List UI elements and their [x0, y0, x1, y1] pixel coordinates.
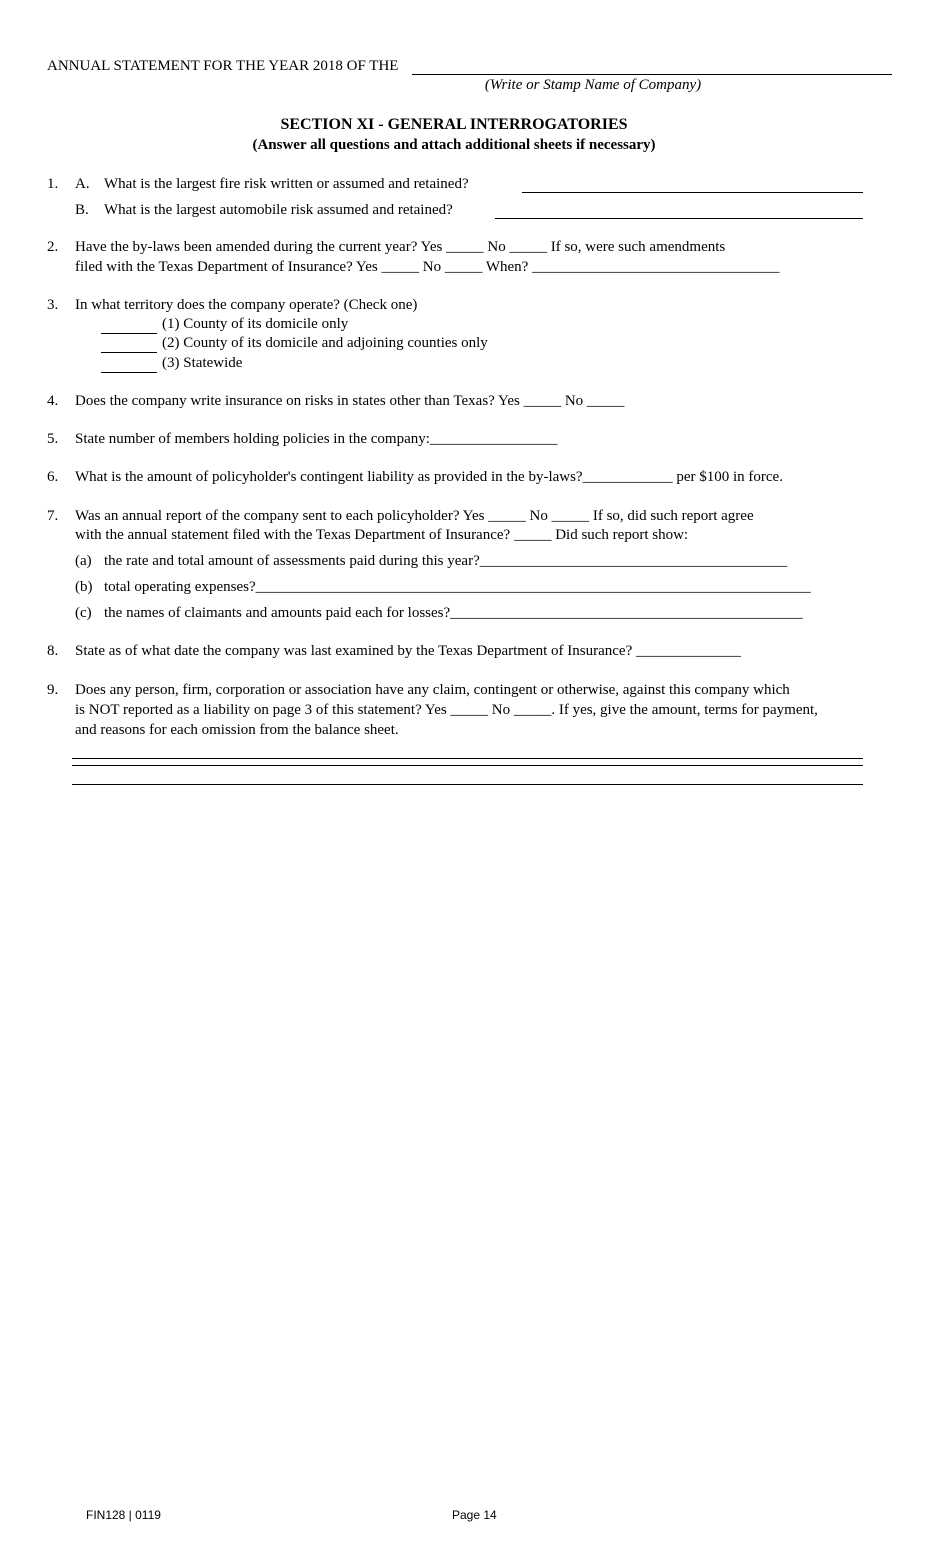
q5-text: State number of members holding policies in the company:_________________	[75, 431, 558, 447]
q7c-text: the names of claimants and amounts paid each for losses?_______________________________________________	[104, 605, 803, 621]
q6-text: What is the amount of policyholder's contingent liability as provided in the by-laws?____________ per $100 in force.	[75, 469, 783, 485]
q3-option3: (3) Statewide	[162, 355, 243, 371]
q7-number: 7.	[47, 508, 59, 524]
q2-number: 2.	[47, 239, 59, 255]
q7a-label: (a)	[75, 553, 92, 569]
q1a-label: A.	[75, 176, 90, 192]
q2-line2: filed with the Texas Department of Insurance? Yes _____ No _____ When? _________________________________	[75, 259, 780, 275]
q1b-text: What is the largest automobile risk assumed and retained?	[104, 202, 453, 218]
q2-line1: Have the by-laws been amended during the current year? Yes _____ No _____ If so, were such amendments	[75, 239, 726, 255]
q3-option1-checkline[interactable]	[101, 333, 157, 334]
section-subtitle: (Answer all questions and attach additional sheets if necessary)	[252, 137, 656, 153]
q5-number: 5.	[47, 431, 59, 447]
q9-answer-line-1[interactable]	[72, 758, 863, 759]
q3-option1: (1) County of its domicile only	[162, 316, 349, 332]
statement-title: ANNUAL STATEMENT FOR THE YEAR 2018 OF THE	[47, 58, 399, 74]
q7c-label: (c)	[75, 605, 92, 621]
q9-number: 9.	[47, 682, 59, 698]
q1-number: 1.	[47, 176, 59, 192]
q4-text: Does the company write insurance on risks in states other than Texas? Yes _____ No _____	[75, 393, 625, 409]
q1b-label: B.	[75, 202, 89, 218]
q3-option2-checkline[interactable]	[101, 352, 157, 353]
q7b-text: total operating expenses?__________________________________________________________________________	[104, 579, 811, 595]
q9-answer-line-2[interactable]	[72, 765, 863, 766]
q7b-label: (b)	[75, 579, 93, 595]
section-title: SECTION XI - GENERAL INTERROGATORIES	[280, 116, 628, 133]
q3-number: 3.	[47, 297, 59, 313]
q1b-answer-line[interactable]	[495, 218, 863, 219]
q7-line2: with the annual statement filed with the Texas Department of Insurance? _____ Did such report show:	[75, 527, 689, 543]
page-number: Page 14	[452, 1508, 497, 1522]
q1a-text: What is the largest fire risk written or assumed and retained?	[104, 176, 469, 192]
form-id: FIN128 | 0119	[86, 1508, 161, 1522]
q9-answer-line-3[interactable]	[72, 784, 863, 785]
q8-number: 8.	[47, 643, 59, 659]
q4-number: 4.	[47, 393, 59, 409]
q7-line1: Was an annual report of the company sent to each policyholder? Yes _____ No _____ If so, did such report agree	[75, 508, 754, 524]
q9-line2: is NOT reported as a liability on page 3 of this statement? Yes _____ No _____. If yes, give the amount, terms for payment,	[75, 702, 818, 718]
q1a-answer-line[interactable]	[522, 192, 863, 193]
q9-line1: Does any person, firm, corporation or association have any claim, contingent or otherwise, against this company which	[75, 682, 790, 698]
q3-option2: (2) County of its domicile and adjoining counties only	[162, 335, 488, 351]
company-name-caption: (Write or Stamp Name of Company)	[484, 77, 702, 93]
q3-text: In what territory does the company operate? (Check one)	[75, 297, 418, 313]
q9-line3: and reasons for each omission from the balance sheet.	[75, 722, 399, 738]
q7a-text: the rate and total amount of assessments paid during this year?_________________________________________	[104, 553, 788, 569]
q3-option3-checkline[interactable]	[101, 372, 157, 373]
q8-text: State as of what date the company was last examined by the Texas Department of Insurance? ______________	[75, 643, 741, 659]
q6-number: 6.	[47, 469, 59, 485]
company-name-line[interactable]	[412, 74, 892, 75]
